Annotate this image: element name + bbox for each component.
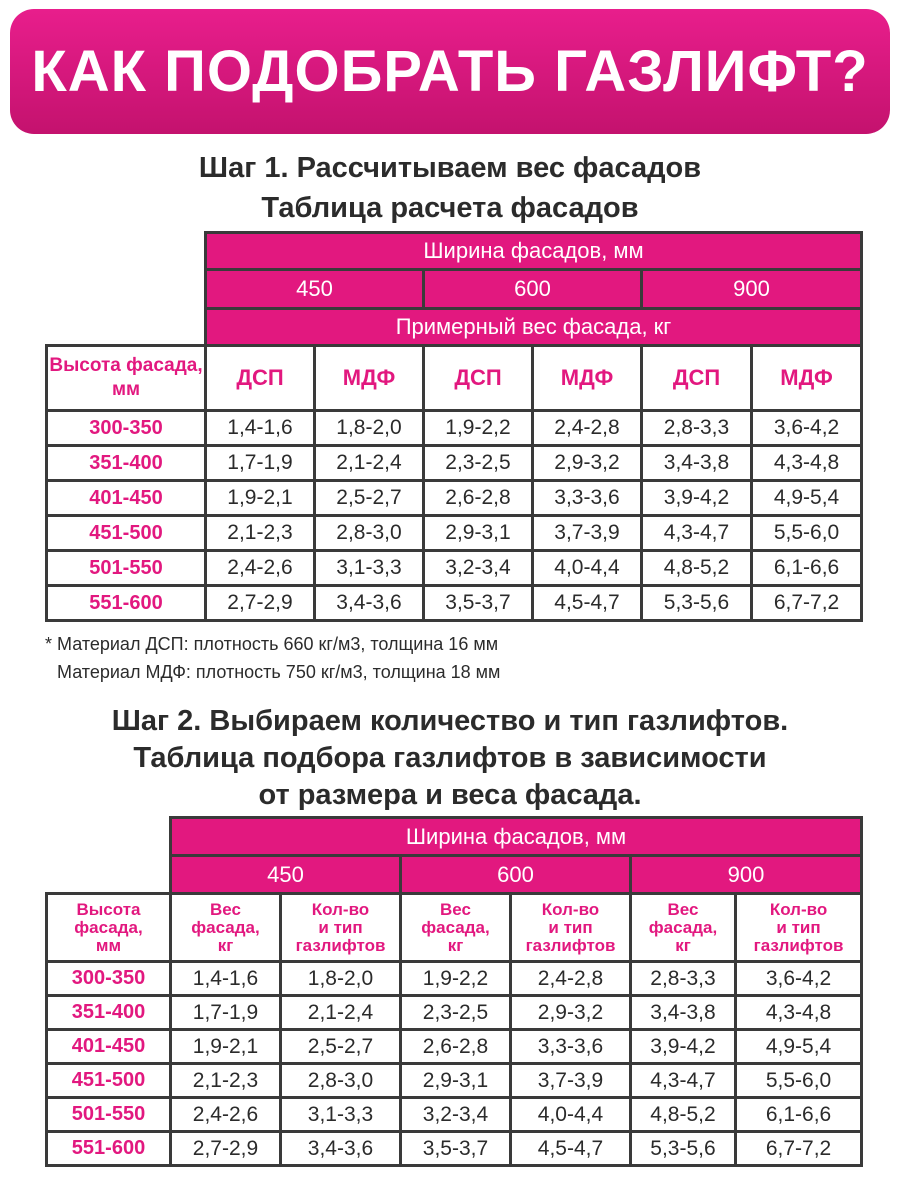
width-600: 600 — [401, 856, 631, 894]
table-cell: 1,9-2,1 — [171, 1030, 281, 1064]
table-cell: 3,4-3,8 — [631, 996, 736, 1030]
table-cell: 1,9-2,2 — [401, 962, 511, 996]
empty-corner — [47, 233, 206, 270]
material-header: МДФ — [315, 346, 424, 411]
table-row — [47, 1030, 862, 1064]
table-cell: 2,1-2,4 — [281, 996, 401, 1030]
weight-cell: 2,3-2,5 — [424, 446, 533, 481]
table-row — [47, 586, 862, 621]
count-label-line: газлифтов — [295, 935, 386, 955]
weight-label-line: Вес — [210, 899, 241, 919]
step2-subheading-line1: Таблица подбора газлифтов в зависимости — [133, 742, 767, 774]
table-cell: 3,9-4,2 — [631, 1030, 736, 1064]
weight-label — [401, 894, 511, 962]
table-cell: 3,7-3,9 — [511, 1064, 631, 1098]
height-range: 501-550 — [47, 551, 206, 586]
weight-cell: 2,1-2,4 — [315, 446, 424, 481]
height-range: 351-400 — [47, 446, 206, 481]
count-label-line: Кол-во — [311, 899, 370, 919]
height-range: 300-350 — [47, 411, 206, 446]
title-banner — [10, 9, 890, 134]
weight-cell: 3,3-3,6 — [533, 481, 642, 516]
table-cell: 5,5-6,0 — [736, 1064, 862, 1098]
weight-cell: 4,5-4,7 — [533, 586, 642, 621]
table-cell: 2,9-3,2 — [511, 996, 631, 1030]
table-cell: 6,1-6,6 — [736, 1098, 862, 1132]
table-row — [47, 481, 862, 516]
weight-label-line: фасада, — [191, 917, 260, 937]
weight-cell: 2,7-2,9 — [206, 586, 315, 621]
weight-cell: 6,1-6,6 — [752, 551, 862, 586]
weight-cell: 2,6-2,8 — [424, 481, 533, 516]
weight-cell: 5,3-5,6 — [642, 586, 752, 621]
table-cell: 2,6-2,8 — [401, 1030, 511, 1064]
table-cell: 4,5-4,7 — [511, 1132, 631, 1166]
width-450: 450 — [171, 856, 401, 894]
height-label: Высота фасада, мм — [47, 346, 206, 411]
count-label-line: Кол-во — [541, 899, 600, 919]
weight-cell: 1,7-1,9 — [206, 446, 315, 481]
table-cell: 2,3-2,5 — [401, 996, 511, 1030]
weight-cell: 3,7-3,9 — [533, 516, 642, 551]
table-cell: 4,3-4,8 — [736, 996, 862, 1030]
table-cell: 6,7-7,2 — [736, 1132, 862, 1166]
width-900: 900 — [631, 856, 862, 894]
table-cell: 1,4-1,6 — [171, 962, 281, 996]
height-range: 401-450 — [47, 1030, 171, 1064]
weight-cell: 1,4-1,6 — [206, 411, 315, 446]
table-cell: 4,8-5,2 — [631, 1098, 736, 1132]
weight-label-line: кг — [217, 935, 234, 955]
material-note-dsp: * Материал ДСП: плотность 660 кг/м3, толщина 16 мм — [45, 634, 499, 654]
weight-cell: 3,6-4,2 — [752, 411, 862, 446]
weight-cell: 4,9-5,4 — [752, 481, 862, 516]
table-row — [47, 551, 862, 586]
weight-cell: 4,3-4,7 — [642, 516, 752, 551]
width-header: Ширина фасадов, мм — [206, 233, 862, 270]
width-600: 600 — [424, 270, 642, 309]
weight-label — [171, 894, 281, 962]
weight-label-line: фасада, — [421, 917, 490, 937]
material-header: МДФ — [752, 346, 862, 411]
material-note-mdf: Материал МДФ: плотность 750 кг/м3, толщина 18 мм — [57, 662, 501, 682]
table-cell: 3,1-3,3 — [281, 1098, 401, 1132]
height-label — [47, 894, 171, 962]
table-cell: 3,6-4,2 — [736, 962, 862, 996]
material-header: ДСП — [206, 346, 315, 411]
table-row — [47, 1064, 862, 1098]
weight-cell: 1,8-2,0 — [315, 411, 424, 446]
weight-label-line: Вес — [667, 899, 699, 919]
height-range: 351-400 — [47, 996, 171, 1030]
table-cell: 2,4-2,6 — [171, 1098, 281, 1132]
table-row — [47, 1132, 862, 1166]
weight-cell: 2,8-3,0 — [315, 516, 424, 551]
weight-cell: 4,0-4,4 — [533, 551, 642, 586]
material-header: ДСП — [642, 346, 752, 411]
count-type-label — [736, 894, 862, 962]
table-row — [47, 996, 862, 1030]
table-row — [47, 446, 862, 481]
height-range: 300-350 — [47, 962, 171, 996]
weight-cell: 2,4-2,6 — [206, 551, 315, 586]
weight-cell: 3,5-3,7 — [424, 586, 533, 621]
table-row — [47, 516, 862, 551]
count-label-line: и тип — [318, 917, 363, 937]
weight-cell: 3,4-3,8 — [642, 446, 752, 481]
table-cell: 2,4-2,8 — [511, 962, 631, 996]
table-cell: 3,3-3,6 — [511, 1030, 631, 1064]
weight-cell: 2,8-3,3 — [642, 411, 752, 446]
height-range: 401-450 — [47, 481, 206, 516]
weight-cell: 4,3-4,8 — [752, 446, 862, 481]
height-range: 501-550 — [47, 1098, 171, 1132]
table-row — [47, 1098, 862, 1132]
count-label-line: и тип — [548, 917, 593, 937]
weight-label — [631, 894, 736, 962]
weight-header: Примерный вес фасада, кг — [206, 309, 862, 346]
count-type-label — [511, 894, 631, 962]
table-cell: 1,7-1,9 — [171, 996, 281, 1030]
weight-cell: 2,1-2,3 — [206, 516, 315, 551]
width-900: 900 — [642, 270, 862, 309]
page-title: КАК ПОДОБРАТЬ ГАЗЛИФТ? — [31, 39, 869, 104]
step1-subheading: Таблица расчета фасадов — [261, 192, 639, 224]
width-header: Ширина фасадов, мм — [171, 818, 862, 856]
weight-cell: 5,5-6,0 — [752, 516, 862, 551]
weight-cell: 2,5-2,7 — [315, 481, 424, 516]
count-label-line: газлифтов — [525, 935, 616, 955]
weight-cell: 4,8-5,2 — [642, 551, 752, 586]
width-450: 450 — [206, 270, 424, 309]
table-row — [47, 962, 862, 996]
empty-corner — [47, 818, 171, 856]
weight-cell: 1,9-2,1 — [206, 481, 315, 516]
height-range: 551-600 — [47, 586, 206, 621]
count-label-line: и тип — [776, 917, 821, 937]
step2-subheading-line2: от размера и веса фасада. — [258, 779, 642, 811]
step2-heading: Шаг 2. Выбираем количество и тип газлифтов. — [111, 705, 789, 737]
weight-label-line: фасада, — [648, 917, 718, 937]
weight-cell: 3,2-3,4 — [424, 551, 533, 586]
table-cell: 4,3-4,7 — [631, 1064, 736, 1098]
table-cell: 2,8-3,0 — [281, 1064, 401, 1098]
weight-cell: 3,4-3,6 — [315, 586, 424, 621]
table-cell: 2,5-2,7 — [281, 1030, 401, 1064]
table-cell: 3,5-3,7 — [401, 1132, 511, 1166]
step1-heading: Шаг 1. Рассчитываем вес фасадов — [198, 152, 702, 184]
table-cell: 2,8-3,3 — [631, 962, 736, 996]
weight-cell: 6,7-7,2 — [752, 586, 862, 621]
gaslift-selection-table — [45, 816, 863, 1167]
weight-cell: 2,9-3,2 — [533, 446, 642, 481]
table-cell: 2,7-2,9 — [171, 1132, 281, 1166]
weight-cell: 3,1-3,3 — [315, 551, 424, 586]
empty-corner — [47, 270, 206, 309]
count-type-label — [281, 894, 401, 962]
height-label-line: фасада, — [74, 917, 143, 937]
height-range: 451-500 — [47, 516, 206, 551]
table-cell: 5,3-5,6 — [631, 1132, 736, 1166]
weight-cell: 2,4-2,8 — [533, 411, 642, 446]
weight-label-line: кг — [675, 935, 691, 955]
count-label-line: газлифтов — [753, 935, 844, 955]
table-cell: 1,8-2,0 — [281, 962, 401, 996]
table-cell: 3,4-3,6 — [281, 1132, 401, 1166]
table-cell: 3,2-3,4 — [401, 1098, 511, 1132]
table-row — [47, 411, 862, 446]
weight-cell: 2,9-3,1 — [424, 516, 533, 551]
height-label-line: мм — [95, 935, 122, 955]
facade-weight-table — [45, 231, 863, 622]
height-range: 451-500 — [47, 1064, 171, 1098]
table-cell: 4,9-5,4 — [736, 1030, 862, 1064]
table-cell: 4,0-4,4 — [511, 1098, 631, 1132]
height-label-line: Высота — [76, 899, 141, 919]
weight-label-line: кг — [447, 935, 464, 955]
weight-cell: 1,9-2,2 — [424, 411, 533, 446]
height-range: 551-600 — [47, 1132, 171, 1166]
empty-corner — [47, 309, 206, 346]
table-cell: 2,1-2,3 — [171, 1064, 281, 1098]
count-label-line: Кол-во — [769, 899, 828, 919]
weight-cell: 3,9-4,2 — [642, 481, 752, 516]
material-header: МДФ — [533, 346, 642, 411]
empty-corner — [47, 856, 171, 894]
material-header: ДСП — [424, 346, 533, 411]
weight-label-line: Вес — [440, 899, 471, 919]
table-cell: 2,9-3,1 — [401, 1064, 511, 1098]
